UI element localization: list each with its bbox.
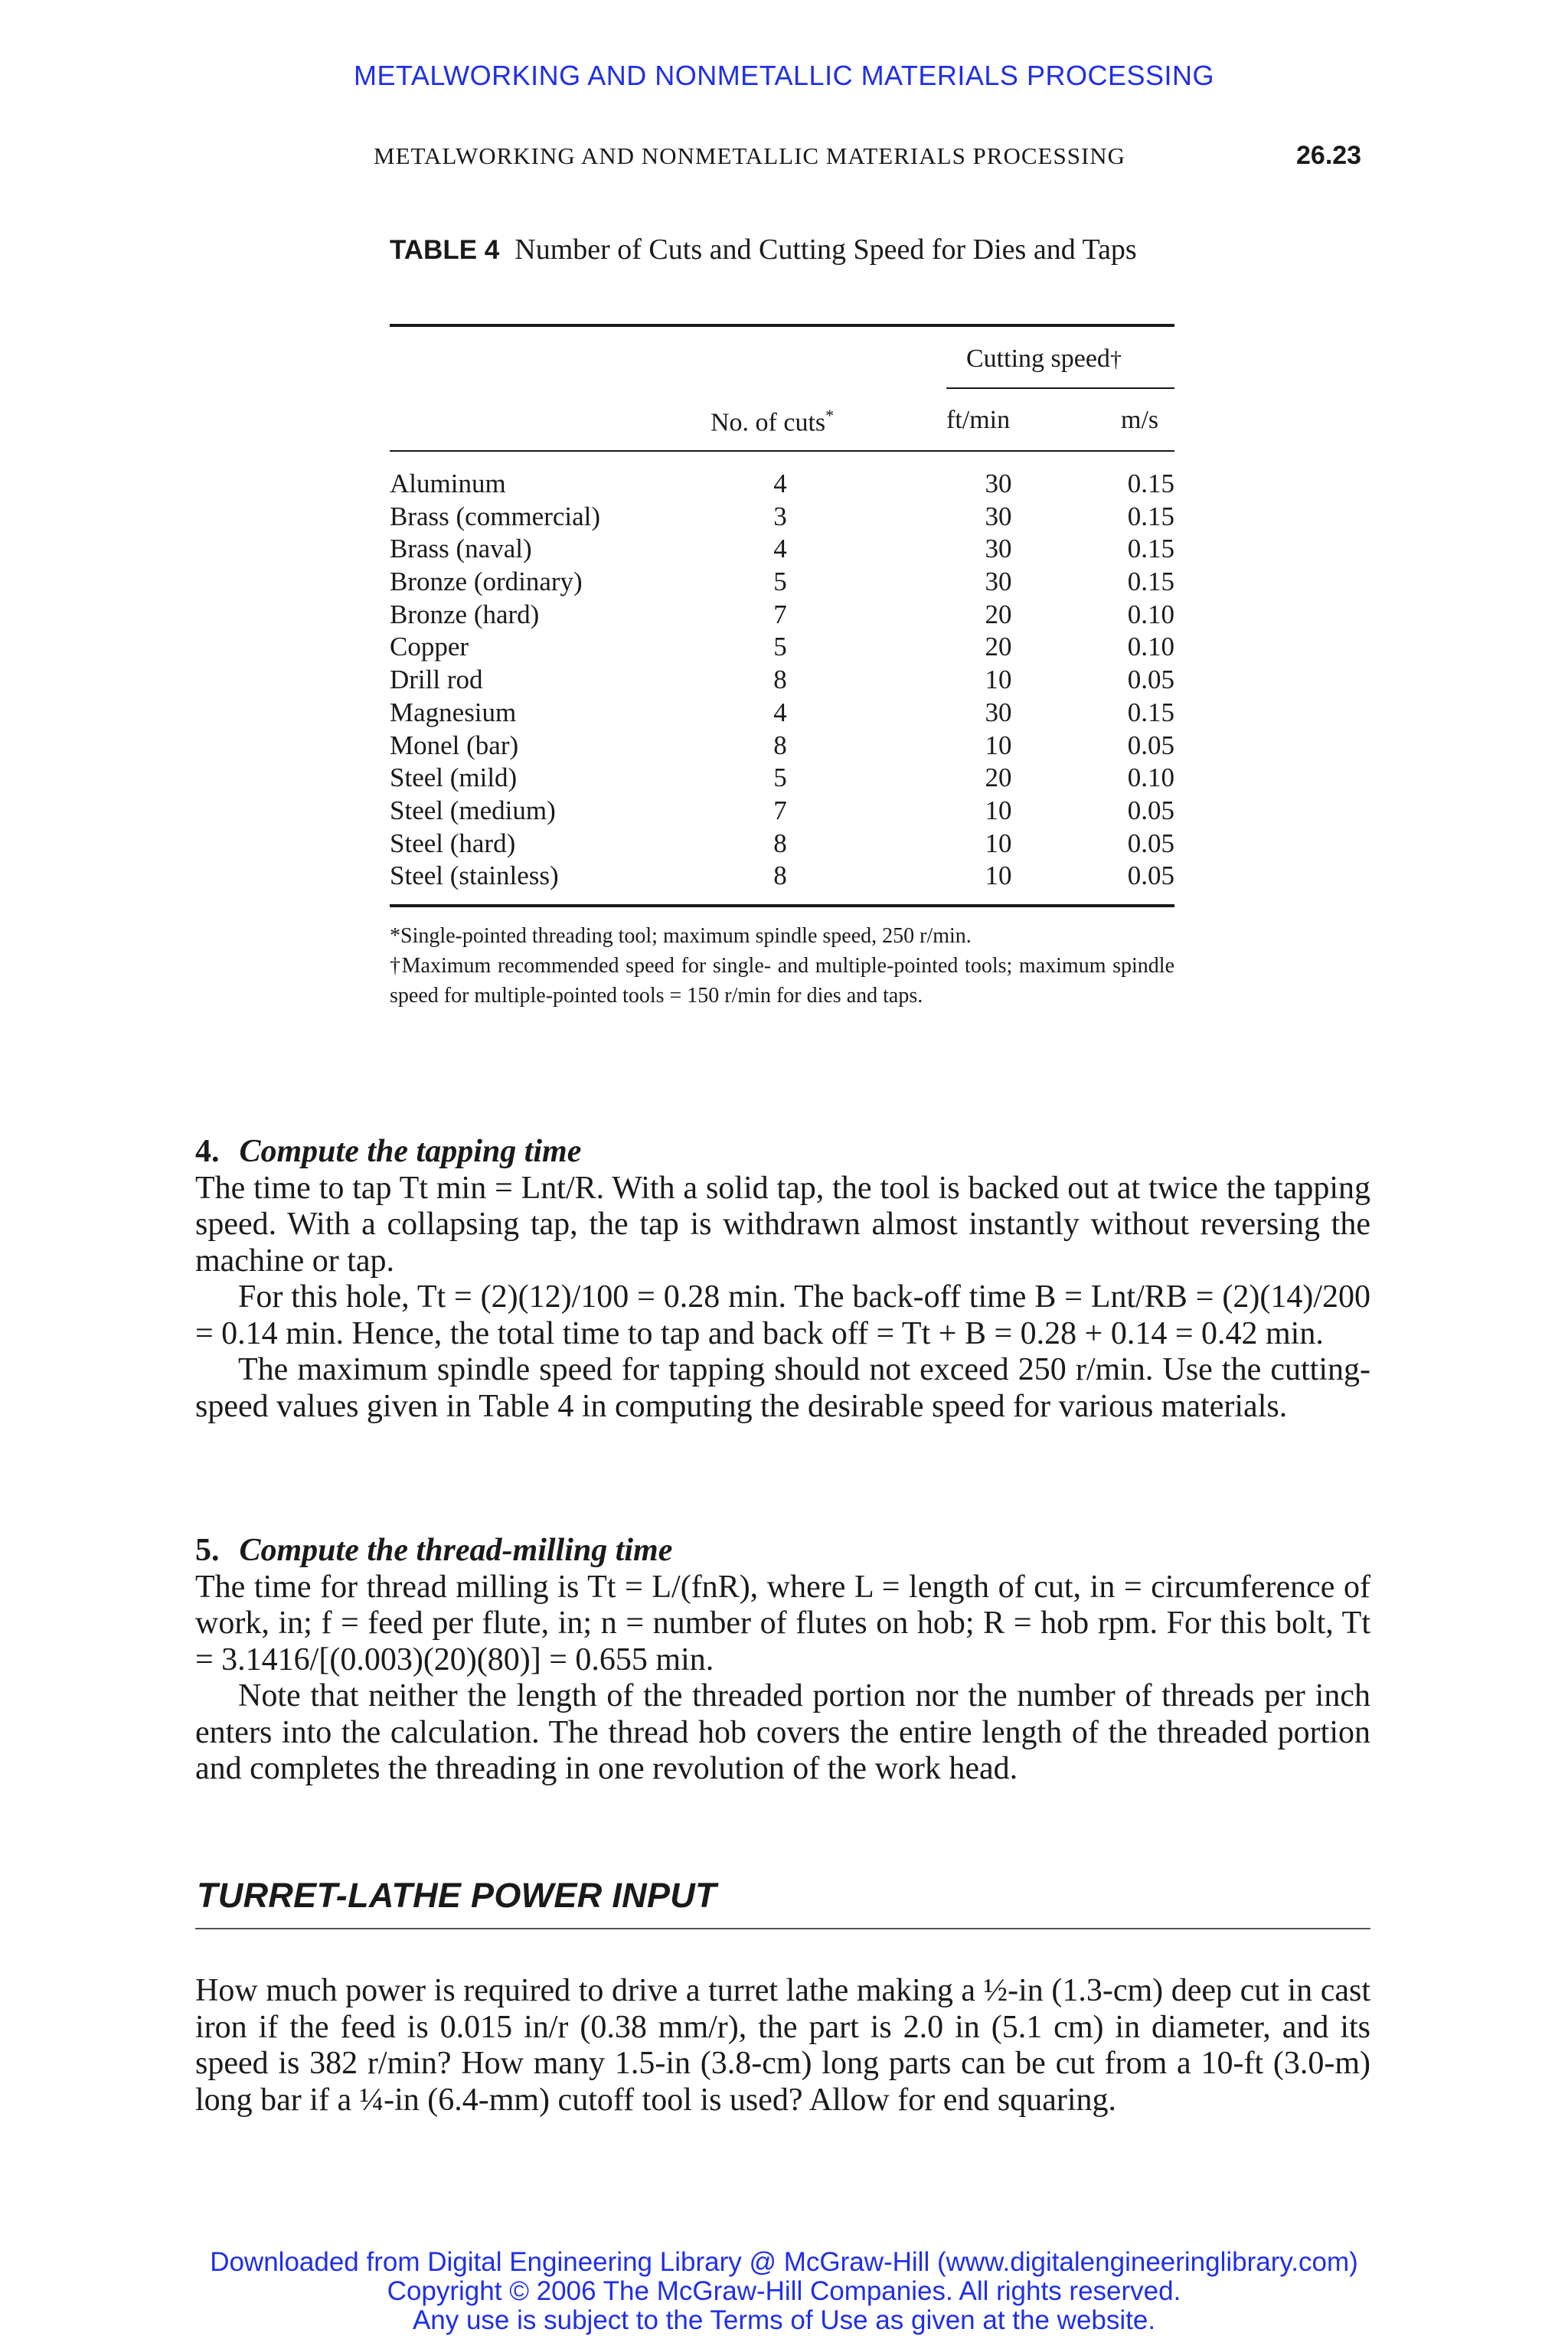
cuts-cell: 5 — [773, 763, 787, 793]
step-5-heading — [195, 1533, 1370, 1570]
material-cell: Steel (hard) — [390, 828, 516, 858]
ftmin-cell: 30 — [985, 501, 1012, 531]
table-bottom-rule — [390, 904, 1174, 907]
material-cell: Drill rod — [390, 665, 483, 695]
cuts-cell: 8 — [773, 665, 787, 695]
table-label: TABLE 4 — [390, 235, 500, 265]
table-row — [390, 501, 1174, 534]
material-cell: Steel (medium) — [390, 795, 556, 825]
table-caption — [390, 232, 1194, 268]
ftmin-cell: 10 — [985, 730, 1012, 760]
footer-download-link[interactable]: Downloaded from Digital Engineering Library @ McGraw-Hill (www.digitalengineeringlibrary.com) — [210, 2247, 1358, 2277]
cutting-speed-header — [966, 345, 1122, 374]
running-head: METALWORKING AND NONMETALLIC MATERIALS PROCESSING — [374, 142, 1126, 169]
material-cell: Aluminum — [390, 469, 506, 498]
table-row — [390, 730, 1174, 763]
ms-cell: 0.15 — [1127, 567, 1174, 597]
top-banner: METALWORKING AND NONMETALLIC MATERIALS PROCESSING — [354, 60, 1214, 91]
asterisk-mark: * — [825, 406, 835, 425]
ftmin-cell: 30 — [985, 469, 1012, 498]
footer-terms: Any use is subject to the Terms of Use as given at the website. — [412, 2305, 1156, 2335]
footer — [0, 2248, 1568, 2335]
ms-cell: 0.05 — [1127, 665, 1174, 695]
table-row — [390, 469, 1174, 501]
ms-cell: 0.10 — [1127, 632, 1174, 662]
material-cell: Monel (bar) — [390, 730, 519, 760]
ms-cell: 0.15 — [1127, 501, 1174, 531]
material-cell: Bronze (ordinary) — [390, 567, 583, 597]
cuts-cell: 5 — [773, 632, 787, 662]
col-head-cuts — [710, 406, 834, 437]
material-cell: Steel (mild) — [390, 763, 518, 793]
ms-cell: 0.05 — [1127, 828, 1174, 858]
cuts-cell: 7 — [773, 795, 787, 825]
step-5 — [195, 1533, 1370, 1788]
cuts-cell: 4 — [773, 697, 787, 727]
cutting-speed-label: Cutting speed — [966, 345, 1110, 373]
cuts-cell: 3 — [773, 501, 787, 531]
table-row — [390, 665, 1174, 697]
step-4-title: Compute the tapping time — [239, 1134, 582, 1169]
footer-copyright: Copyright © 2006 The McGraw-Hill Companies. All rights reserved. — [387, 2276, 1181, 2306]
section-heading: TURRET-LATHE POWER INPUT — [197, 1876, 717, 1915]
ms-cell: 0.15 — [1127, 469, 1174, 498]
material-cell: Bronze (hard) — [390, 599, 540, 629]
ftmin-cell: 20 — [985, 599, 1012, 629]
table-row — [390, 567, 1174, 599]
cuts-cell: 4 — [773, 534, 787, 564]
ftmin-cell: 10 — [985, 828, 1012, 858]
ftmin-cell: 20 — [985, 632, 1012, 662]
step-5-paragraph-2: Note that neither the length of the threaded portion nor the number of threads per inch enters into the calculation. The thread hob covers the entire length of the threaded portion and completes the threading in one revolution of the work head. — [195, 1678, 1370, 1786]
ftmin-cell: 10 — [985, 795, 1012, 825]
material-cell: Copper — [390, 632, 469, 662]
table-row — [390, 861, 1174, 893]
step-5-title: Compute the thread-milling time — [239, 1533, 673, 1568]
material-cell: Brass (naval) — [390, 534, 532, 564]
ms-cell: 0.15 — [1127, 697, 1174, 727]
table-row — [390, 795, 1174, 828]
ftmin-cell: 30 — [985, 567, 1012, 597]
ftmin-cell: 20 — [985, 763, 1012, 793]
cuts-cell: 8 — [773, 828, 787, 858]
table-row — [390, 697, 1174, 730]
col-head-cuts-label: No. of cuts — [710, 408, 826, 437]
ftmin-cell: 10 — [985, 665, 1012, 695]
material-cell: Magnesium — [390, 697, 517, 727]
table-body — [390, 469, 1174, 893]
cuts-cell: 8 — [773, 861, 787, 891]
ms-cell: 0.10 — [1127, 599, 1174, 629]
col-head-ftmin: ft/min — [946, 406, 1011, 434]
step-5-paragraph-1: The time for thread milling is Tt = L/(fnR), where L = length of cut, in = circumference of work, in; f = feed per flute, in; n = number of flutes on hob; R = hob rpm. For this bolt, Tt = 3.1416/[(0.003)(20)(80)] = 0.655 min. — [195, 1569, 1370, 1677]
ms-cell: 0.05 — [1127, 795, 1174, 825]
ms-cell: 0.15 — [1127, 534, 1174, 564]
ms-cell: 0.10 — [1127, 763, 1174, 793]
cuts-cell: 8 — [773, 730, 787, 760]
step-4-heading — [195, 1134, 1370, 1171]
page-number: 26.23 — [1296, 141, 1362, 170]
step-4-paragraph-3: The maximum spindle speed for tapping should not exceed 250 r/min. Use the cutting-speed values given in Table 4 in computing the desirable speed for various materials. — [195, 1352, 1370, 1424]
table-note-1: *Single-pointed threading tool; maximum spindle speed, 250 r/min. — [390, 924, 972, 948]
cuts-cell: 5 — [773, 567, 787, 597]
table-notes — [390, 921, 1174, 1011]
table-header-rule — [390, 450, 1174, 452]
table-top-rule — [390, 324, 1174, 327]
col-head-ms: m/s — [1121, 406, 1159, 434]
cuts-cell: 4 — [773, 469, 787, 498]
step-4 — [195, 1134, 1370, 1425]
cuts-cell: 7 — [773, 599, 787, 629]
step-4-paragraph-2: For this hole, Tt = (2)(12)/100 = 0.28 min. The back-off time B = Lnt/RB = (2)(14)/200 = 0.14 min. Hence, the total time to tap and back off = Tt + B = 0.28 + 0.14 = 0.42 min. — [195, 1279, 1370, 1351]
ftmin-cell: 30 — [985, 697, 1012, 727]
table-row — [390, 599, 1174, 632]
table-row — [390, 763, 1174, 795]
dagger-mark: † — [1109, 347, 1122, 372]
step-4-paragraph-1: The time to tap Tt min = Lnt/R. With a solid tap, the tool is backed out at twice the tapping speed. With a collapsing tap, the tap is withdrawn almost instantly without reversing the machine or tap. — [195, 1170, 1370, 1279]
table-row — [390, 828, 1174, 861]
table-row — [390, 534, 1174, 567]
ftmin-cell: 10 — [985, 861, 1012, 891]
ms-cell: 0.05 — [1127, 730, 1174, 760]
problem-statement — [195, 1973, 1370, 2118]
step-5-number: 5. — [195, 1533, 220, 1568]
ftmin-cell: 30 — [985, 534, 1012, 564]
section-heading-rule — [195, 1928, 1370, 1929]
cutting-speed-rule — [946, 387, 1174, 389]
ms-cell: 0.05 — [1127, 861, 1174, 891]
problem-paragraph: How much power is required to drive a turret lathe making a ½-in (1.3-cm) deep cut in cast iron if the feed is 0.015 in/r (0.38 mm/r), the part is 2.0 in (5.1 cm) in diameter, and its speed is 382 r/min? How many 1.5-in (3.8-cm) long parts can be cut from a 10-ft (3.0-m) long bar if a ¼-in (6.4-mm) cutoff tool is used? Allow for end squaring. — [195, 1973, 1370, 2118]
step-4-number: 4. — [195, 1134, 220, 1169]
material-cell: Steel (stainless) — [390, 861, 559, 891]
table-row — [390, 632, 1174, 665]
table-title: Number of Cuts and Cutting Speed for Dies and Taps — [514, 234, 1137, 266]
table-note-2: †Maximum recommended speed for single- and multiple-pointed tools; maximum spindle speed for multiple-pointed tools = 150 r/min for dies and taps. — [390, 954, 1174, 1008]
material-cell: Brass (commercial) — [390, 501, 601, 531]
